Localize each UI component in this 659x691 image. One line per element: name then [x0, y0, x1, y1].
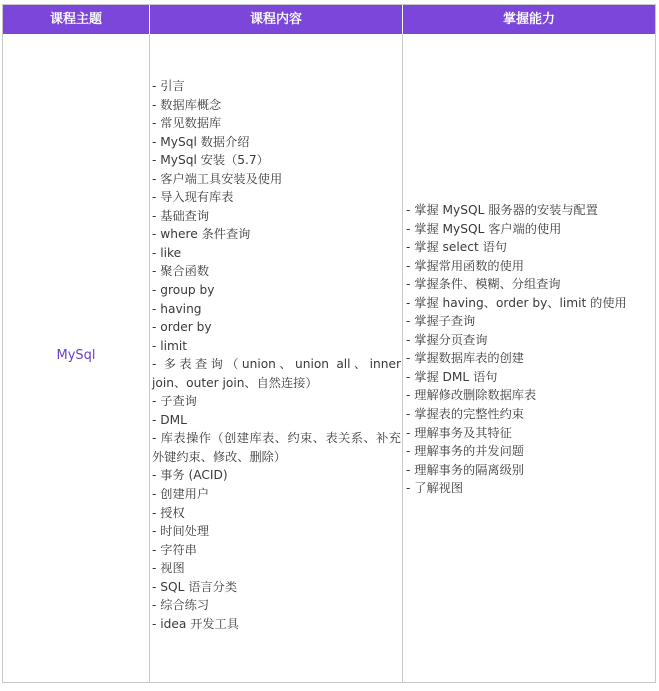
- list-item: - MySql 安装（5.7）: [152, 153, 269, 168]
- list-item: - limit: [152, 338, 188, 353]
- list-item: - 掌握 select 语句: [406, 240, 507, 255]
- list-item: - 掌握分页查询: [406, 332, 488, 347]
- list-item: - 掌握数据库表的创建: [406, 351, 524, 366]
- list-item: - 视图: [152, 561, 185, 576]
- list-item: - 掌握 DML 语句: [406, 369, 498, 384]
- topic-cell: MySql: [56, 348, 96, 363]
- list-item: - 常见数据库: [152, 116, 222, 131]
- list-item: - 理解事务及其特征: [406, 425, 512, 440]
- course-content-list: [152, 77, 401, 633]
- list-item: - 掌握 having、order by、limit 的使用: [406, 295, 627, 310]
- list-item: - 客户端工具安装及使用: [152, 171, 283, 186]
- list-item: - 创建用户: [152, 487, 210, 502]
- list-item: - 掌握子查询: [406, 314, 476, 329]
- list-item: - 多表查询（union、union all、inner join、outer join、自然连接）: [152, 357, 401, 390]
- list-item: - 理解事务的并发问题: [406, 444, 524, 459]
- list-item: - where 条件查询: [152, 227, 251, 242]
- list-item: - 掌握表的完整性约束: [406, 407, 524, 422]
- header-course-content: 课程内容: [249, 12, 302, 27]
- list-item: - 授权: [152, 505, 185, 520]
- list-item: - 数据库概念: [152, 97, 222, 112]
- list-item: - having: [152, 301, 202, 316]
- list-item: - 理解修改删除数据库表: [406, 388, 537, 403]
- header-divider: [149, 5, 150, 34]
- list-item: - 掌握常用函数的使用: [406, 258, 524, 273]
- list-item: - 基础查询: [152, 208, 210, 223]
- list-item: - 了解视图: [406, 481, 464, 496]
- abilities-list: [406, 201, 653, 498]
- list-item: - 掌握条件、模糊、分组查询: [406, 277, 561, 292]
- list-item: - 库表操作（创建库表、约束、表关系、补充外键约束、修改、删除）: [152, 431, 401, 464]
- list-item: - group by: [152, 283, 215, 298]
- column-divider: [402, 5, 403, 682]
- list-item: - 聚合函数: [152, 264, 210, 279]
- list-item: - 掌握 MySQL 服务器的安装与配置: [406, 203, 598, 217]
- course-table: [2, 4, 656, 683]
- list-item: - like: [152, 245, 182, 260]
- list-item: - 字符串: [152, 542, 197, 557]
- header-course-topic: 课程主题: [49, 12, 102, 27]
- list-item: - 导入现有库表: [152, 190, 234, 205]
- header-divider: [402, 5, 403, 34]
- list-item: - 时间处理: [152, 524, 210, 539]
- table-header: [3, 5, 655, 34]
- list-item: - SQL 语言分类: [152, 579, 238, 594]
- list-item: - MySql 数据介绍: [152, 134, 250, 149]
- list-item: - DML: [152, 412, 187, 427]
- list-item: - 综合练习: [152, 598, 210, 613]
- list-item: - 子查询: [152, 394, 197, 409]
- list-item: - order by: [152, 320, 212, 335]
- column-divider: [149, 5, 150, 682]
- list-item: - 掌握 MySQL 客户端的使用: [406, 221, 562, 236]
- list-item: - 引言: [152, 79, 185, 93]
- list-item: - 事务 (ACID): [152, 468, 228, 483]
- header-abilities: 掌握能力: [502, 12, 555, 27]
- list-item: - idea 开发工具: [152, 616, 239, 631]
- list-item: - 理解事务的隔离级别: [406, 462, 524, 477]
